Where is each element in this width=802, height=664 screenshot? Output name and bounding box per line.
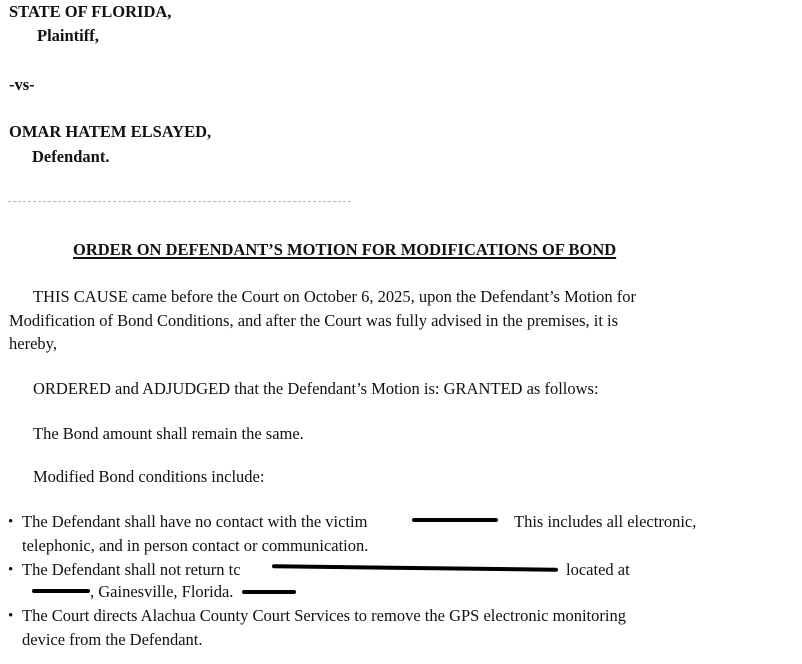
bullet-icon: • bbox=[8, 562, 14, 578]
redaction-mark bbox=[412, 518, 498, 522]
condition-3-line-2: device from the Defendant. bbox=[22, 630, 203, 649]
caption-defendant-name: OMAR HATEM ELSAYED, bbox=[9, 122, 212, 141]
condition-1-line-2: telephonic, and in person contact or communication. bbox=[22, 536, 369, 555]
condition-1-text-cont: This includes all electronic, bbox=[514, 512, 697, 531]
condition-1-text: The Defendant shall have no contact with the victim bbox=[22, 512, 368, 531]
intro-line-3: hereby, bbox=[9, 334, 57, 353]
redaction-mark bbox=[242, 590, 296, 594]
redaction-mark bbox=[272, 564, 558, 571]
modified-conditions-heading: Modified Bond conditions include: bbox=[33, 467, 265, 486]
intro-line-1: THIS CAUSE came before the Court on October 6, 2025, upon the Defendant’s Motion for bbox=[33, 287, 637, 306]
caption-plaintiff-role: Plaintiff, bbox=[37, 26, 99, 45]
caption-separator bbox=[8, 201, 351, 202]
bullet-icon: • bbox=[8, 514, 14, 530]
ordered-line: ORDERED and ADJUDGED that the Defendant’s Motion is: GRANTED as follows: bbox=[33, 379, 599, 398]
caption-versus: -vs- bbox=[9, 75, 35, 94]
bullet-icon: • bbox=[8, 608, 14, 624]
bond-amount-line: The Bond amount shall remain the same. bbox=[33, 424, 304, 443]
caption-defendant-role: Defendant. bbox=[32, 147, 110, 166]
intro-line-2: Modification of Bond Conditions, and after the Court was fully advised in the premises, it is bbox=[9, 311, 619, 330]
order-title: ORDER ON DEFENDANT’S MOTION FOR MODIFICATIONS OF BOND bbox=[73, 240, 617, 259]
condition-2-text: The Defendant shall not return tc bbox=[22, 560, 241, 579]
caption-state: STATE OF FLORIDA, bbox=[9, 2, 172, 21]
condition-2-line-2: , Gainesville, Florida. bbox=[90, 582, 234, 601]
redaction-mark bbox=[32, 589, 90, 593]
condition-3-text: The Court directs Alachua County Court Services to remove the GPS electronic monitoring bbox=[22, 606, 626, 625]
condition-2-text-cont: located at bbox=[566, 560, 630, 579]
